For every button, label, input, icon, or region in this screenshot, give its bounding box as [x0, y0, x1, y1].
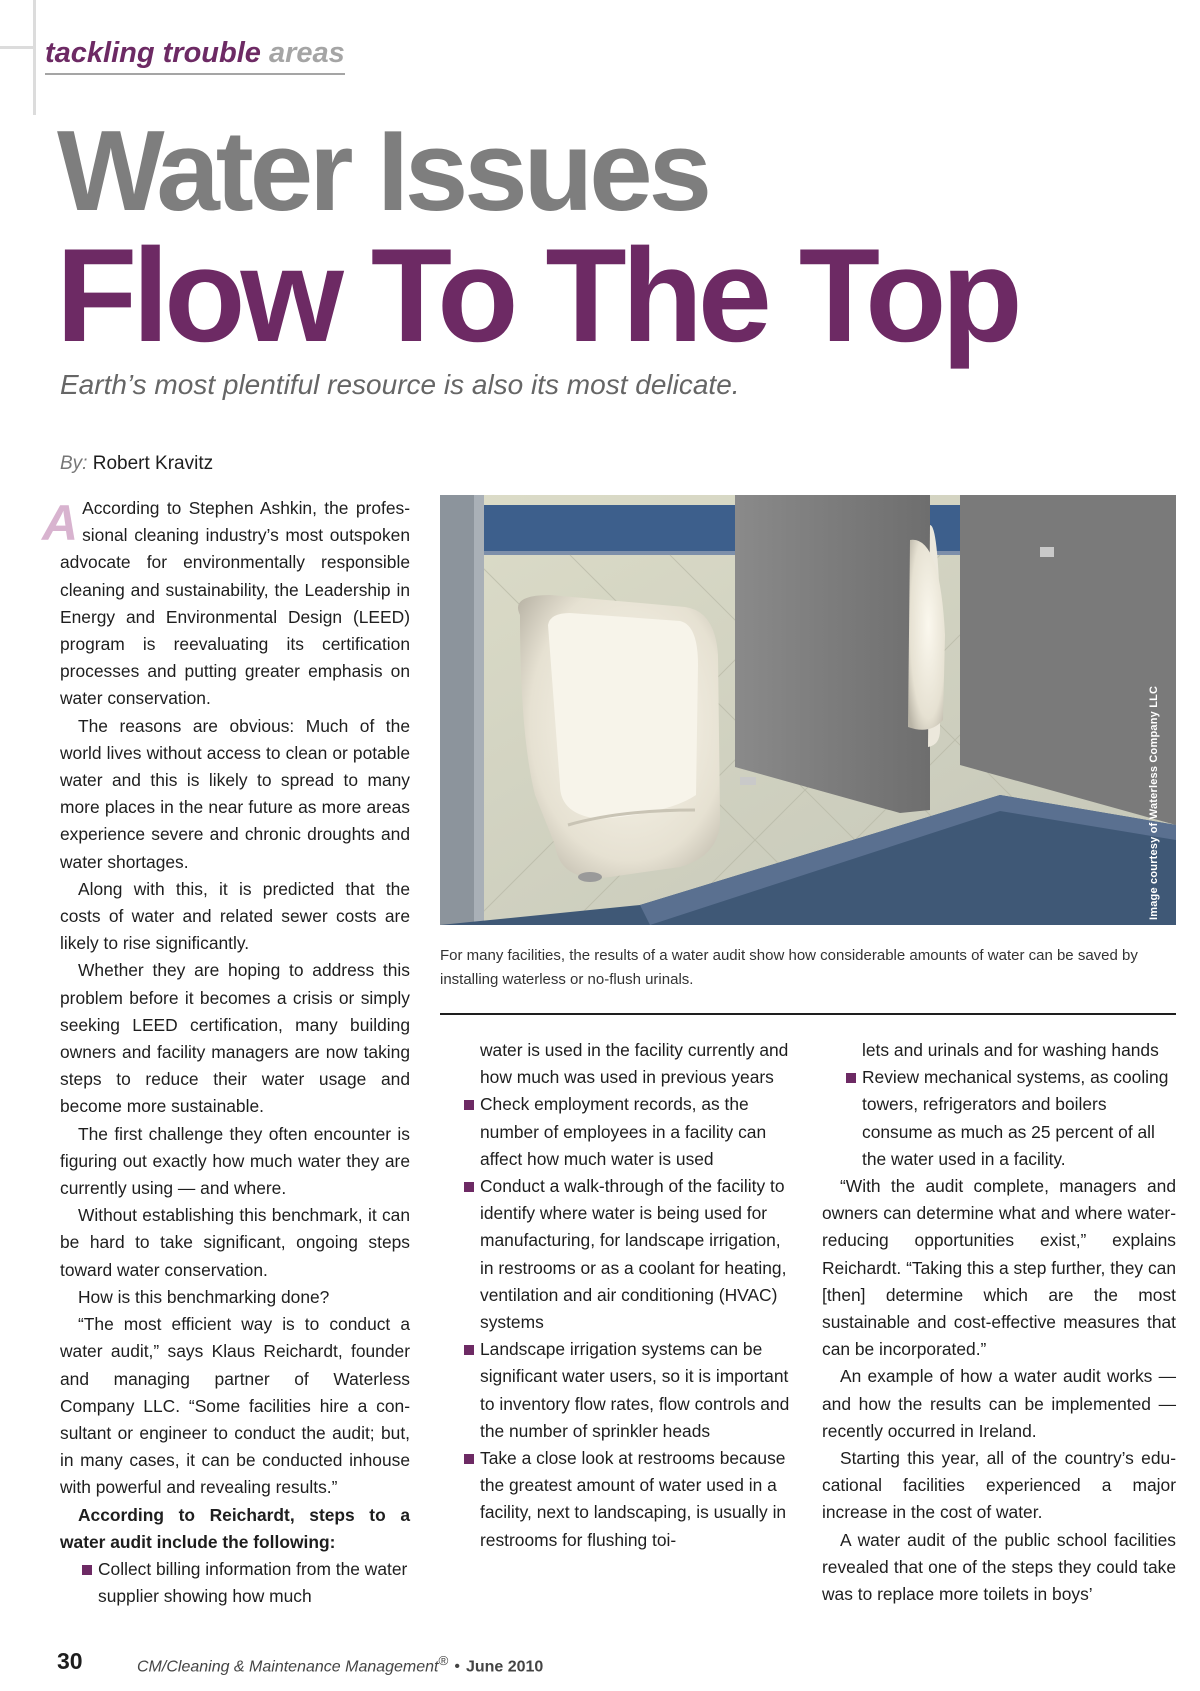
body-paragraph: Without establishing this benchmark, it can be hard to take significant, ongoing steps toward water conservation.: [60, 1205, 410, 1280]
list-item-text: Collect billing information from the water supplier showing how much: [98, 1558, 408, 1607]
body-paragraph: “The most efficient way is to conduct a water audit,” says Klaus Reichardt, founder and managing partner of Waterless Company LLC. “Some facilities hire a consultant or engineer to conduct the audit; but, in many cases, it can be conducted inhouse with powerful and revealing results.”: [60, 1314, 410, 1498]
list-item-text: Landscape irrigation systems can be significant water users, so it is important to inventory flow rates, flow controls and the number of sprinkler heads: [480, 1339, 790, 1441]
list-item: [440, 1445, 795, 1554]
body-paragraph: Whether they are hoping to address this problem before it becomes a crisis or simply seeking LEED certification, many building owners and facility managers are now taking steps to reduce their water usage and become more sustainable.: [60, 960, 410, 1117]
restroom-illustration: [440, 495, 1176, 925]
body-column-3: [822, 1037, 1176, 1608]
registered-mark: ®: [438, 1653, 449, 1668]
body-paragraph: Along with this, it is predicted that the costs of water and related sewer costs are likely to rise significantly.: [60, 878, 410, 954]
publication-footer: [137, 1653, 543, 1676]
footer-separator: •: [454, 1658, 460, 1676]
list-item-text: Conduct a walk-through of the facility to identify where water is being used for manufacturing, for landscape irrigation, in restrooms or as a coolant for heating, ventilation and air conditioning (HVAC) systems: [480, 1176, 787, 1333]
page-number: 30: [57, 1648, 83, 1674]
section-tag-secondary: areas: [268, 37, 345, 69]
bullet-square-icon: [464, 1100, 474, 1110]
body-paragraph: A water audit of the public school facilities revealed that one of the steps they could take was to replace more toilets in boys’: [822, 1529, 1176, 1605]
body-paragraph: [42, 495, 410, 713]
body-paragraph: Starting this year, all of the country’s educational facilities experienced a major increase in the cost of water.: [822, 1448, 1176, 1523]
drop-cap: A: [42, 495, 79, 551]
list-item: [440, 1037, 795, 1091]
list-item-text: water is used in the facility currently and how much was used in previous years: [480, 1040, 789, 1088]
list-item: [440, 1091, 795, 1173]
photo-caption: For many facilities, the results of a water audit show how considerable amounts of water can be saved by installing waterless or no-flush urinals.: [440, 947, 1138, 988]
list-item: [440, 1173, 795, 1336]
steps-list-continued: [440, 1037, 795, 1554]
list-item: [822, 1064, 1176, 1173]
body-column-2: [440, 1037, 795, 1554]
section-tag-primary: tackling trouble: [45, 37, 261, 69]
steps-list: [60, 1556, 410, 1610]
issue-date: June 2010: [465, 1658, 544, 1676]
list-item-text: Take a close look at restrooms because the greatest amount of water used in a facility, next to landscaping, is usually in restrooms for flushing toi-: [480, 1448, 787, 1550]
bullet-square-icon: [464, 1182, 474, 1192]
body-column-1: [42, 495, 410, 1610]
publication-name: CM/Cleaning & Maintenance Management: [137, 1658, 439, 1676]
byline-label: By:: [60, 453, 88, 474]
body-paragraph: “With the audit complete, managers and owners can determine what and where water-reducing opportunities exist,” explains Reichardt. “Taking this a step further, they can [then] determine which are the most sustainable and cost-effective measures that can be incorporated.”: [822, 1176, 1176, 1360]
bullet-square-icon: [846, 1073, 856, 1083]
list-item: [60, 1556, 410, 1610]
list-item-text: lets and urinals and for washing hands: [862, 1040, 1159, 1060]
steps-list-end: [822, 1037, 1176, 1173]
photo-credit: Image courtesy of Waterless Company LLC: [1148, 685, 1160, 920]
body-paragraph: The reasons are obvious: Much of the world lives without access to clean or potable water and this is likely to spread to many more places in the near future as more areas experience severe and chronic droughts and water shortages.: [60, 715, 410, 872]
list-item-text: Review mechanical systems, as cooling towers, refrigerators and boilers consume as much as 25 percent of all the water used in a facility.: [862, 1067, 1169, 1169]
list-item-text: Check employment records, as the number of employees in a facility can affect how much water is used: [480, 1094, 767, 1169]
byline: [60, 453, 213, 475]
bullet-square-icon: [82, 1565, 92, 1575]
list-item: [440, 1336, 795, 1445]
bullet-square-icon: [464, 1345, 474, 1355]
urinal-photo: [440, 495, 1176, 925]
corner-mark-horizontal: [0, 46, 33, 49]
caption-divider: [440, 1013, 1176, 1015]
body-paragraph: The first challenge they often encounter is figuring out exactly how much water they are currently using — and where.: [60, 1123, 410, 1199]
list-item: [822, 1037, 1176, 1064]
deck-subtitle: Earth’s most plentiful resource is also its most delicate.: [60, 369, 740, 400]
bullet-square-icon: [464, 1454, 474, 1464]
body-paragraph: How is this benchmarking done?: [78, 1286, 330, 1307]
section-tag: [45, 34, 345, 75]
title-line-2: Flow To The Top: [56, 222, 1018, 370]
paragraph-text: According to Stephen Ashkin, the professional cleaning industry’s most outspoken advocate for environmentally responsible cleaning and sustainability, the Leadership in Energy and Environmental Design (LEED) program is reevaluating its certification processes and putting greater emphasis on water conservation.: [60, 498, 410, 709]
corner-mark-vertical: [33, 0, 36, 115]
author-name: Robert Kravitz: [92, 453, 214, 474]
title-line-1: Water Issues: [57, 108, 709, 235]
body-paragraph: An example of how a water audit works — and how the results can be implemented — recently occurred in Ireland.: [822, 1366, 1176, 1441]
steps-heading: According to Reichardt, steps to a water audit include the following:: [60, 1504, 410, 1552]
